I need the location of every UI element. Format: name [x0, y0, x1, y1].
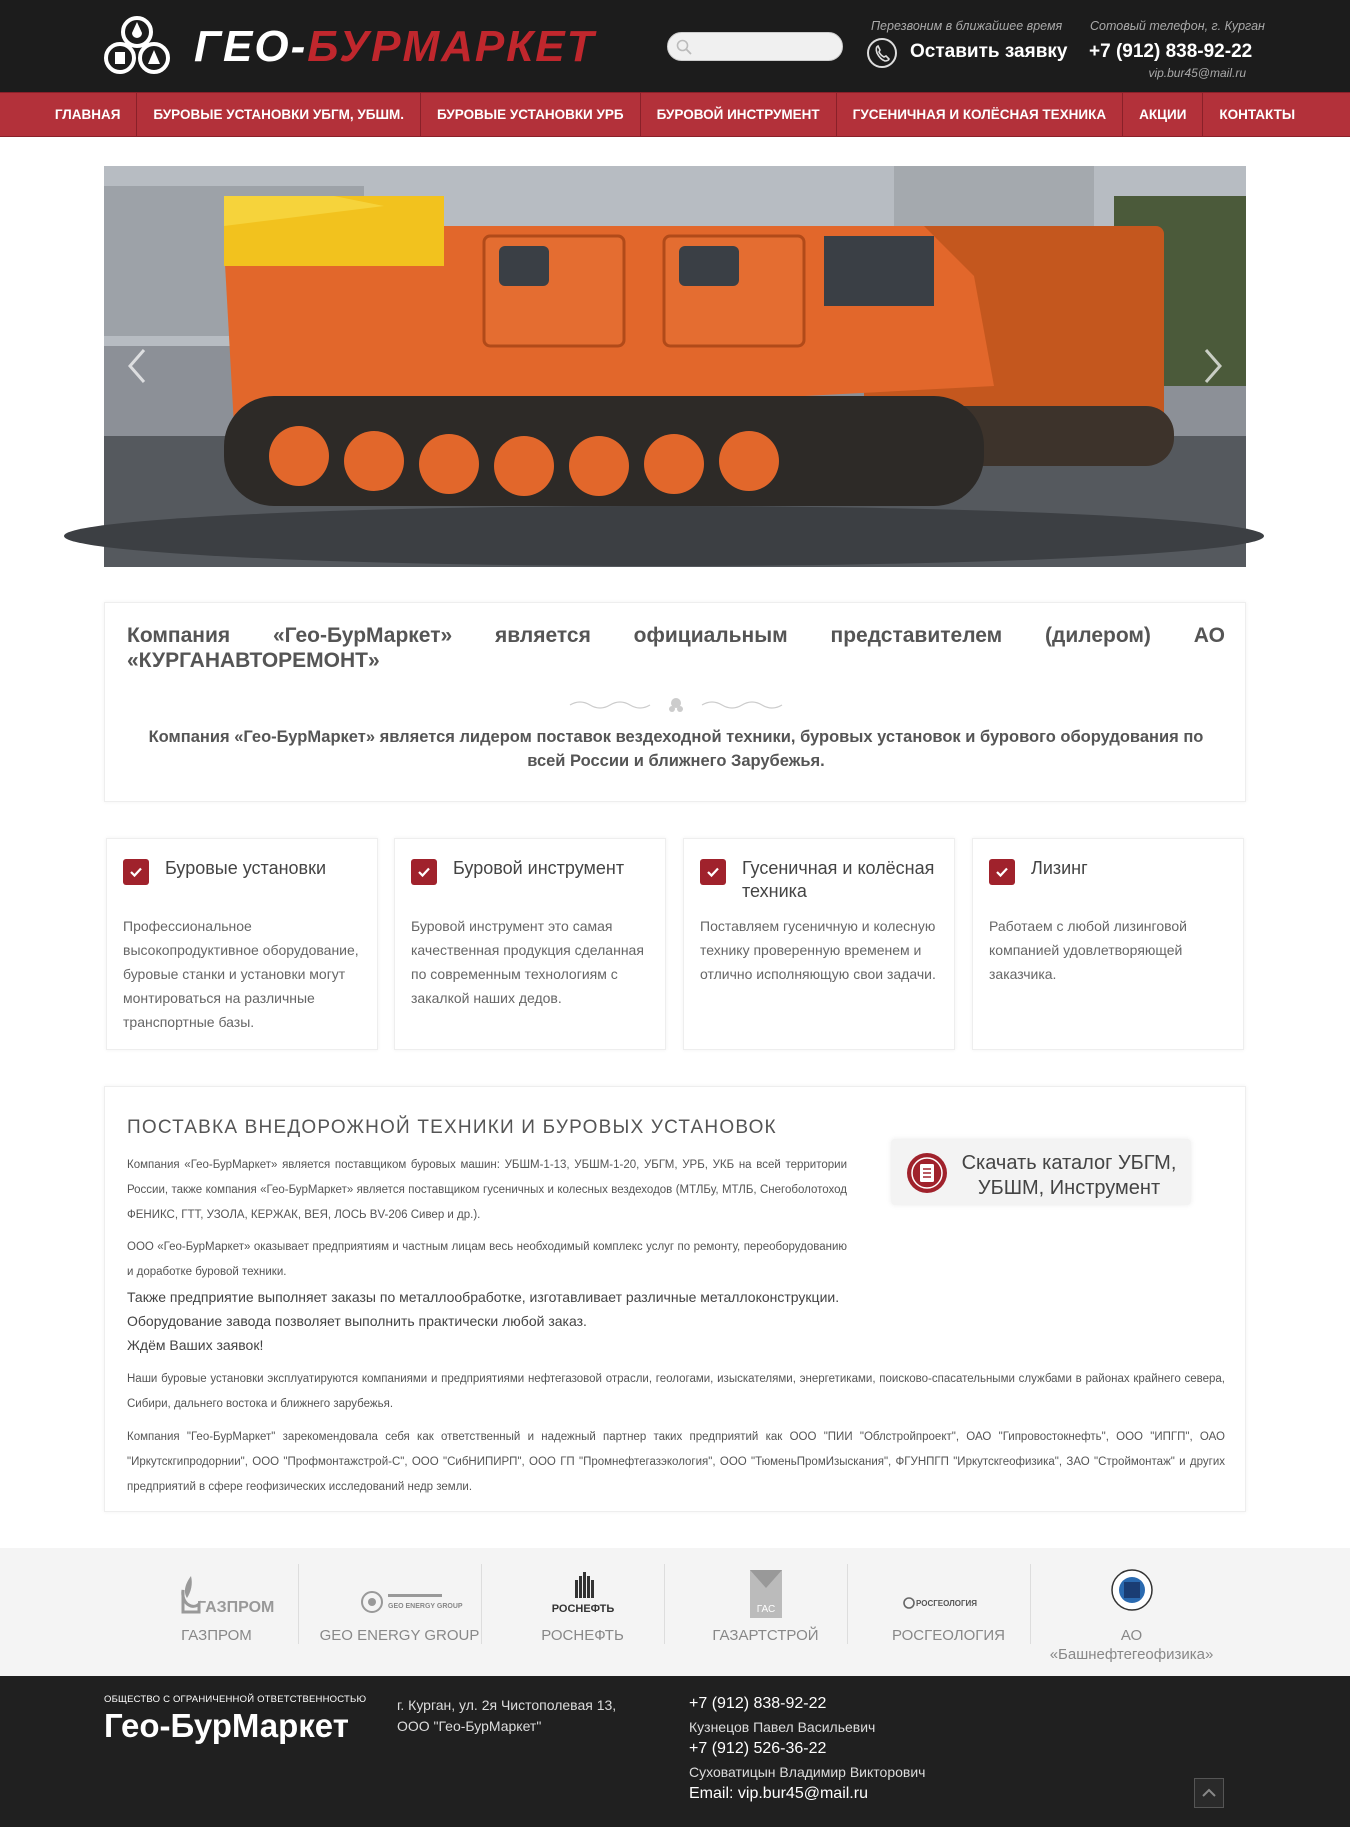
bashneftegeofizika-logo-icon: [1086, 1568, 1178, 1622]
partner-divider: [664, 1564, 665, 1644]
nav-item-ubgm[interactable]: БУРОВЫЕ УСТАНОВКИ УБГМ, УБШМ.: [137, 93, 421, 137]
partner-name: ГАЗПРОМ: [181, 1627, 252, 1644]
gazartstroy-logo-icon: [720, 1568, 812, 1622]
info-paragraph-1: Компания «Гео-БурМаркет» является поставщиком буровых машин: УБШМ-1-13, УБШМ-1-20, УБГМ, УРБ, УКБ на всей территории России, также компания «Гео-БурМаркет» является поставщиком гусеничных и колесных вездеходов (МТЛБу, МТЛБ, Снегоболотоход ФЕНИКС, ГТТ, УЗОЛА, КЕРЖАК, ВЕЯ, ЛОСЬ BV-206 Сивер и др.).: [127, 1159, 847, 1221]
info-paragraph-3-line-1: Также предприятие выполняет заказы по металлообработке, изготавливает различные металлоконструкции.: [127, 1289, 840, 1305]
feature-title: Буровой инструмент: [453, 858, 625, 878]
footer-phone-1[interactable]: +7 (912) 838-92-22: [689, 1695, 827, 1712]
header-email[interactable]: vip.bur45@mail.ru: [1148, 66, 1246, 80]
feature-card-leasing[interactable]: [972, 838, 1244, 1050]
logo-text-white: ГЕО-: [194, 22, 308, 71]
feature-text: Буровой инструмент это самая качественная продукция сделанная по современным технологиям с закалкой наших дедов.: [411, 918, 644, 1006]
feature-text: Профессиональное высокопродуктивное оборудование, буровые станки и установки могут монтироваться на различные транспортные базы.: [123, 918, 359, 1030]
geo-energy-logo-icon: [354, 1568, 463, 1622]
feature-title: Лизинг: [1031, 858, 1088, 878]
intro-box: [104, 602, 1246, 802]
partner-name: РОСГЕОЛОГИЯ: [891, 1627, 1006, 1644]
partner-divider: [298, 1564, 299, 1644]
partner-bashneftegeofizika[interactable]: [1040, 1564, 1223, 1663]
feature-text: Поставляем гусеничную и колесную технику проверенную временем и отлично исполняющую свои задачи.: [700, 918, 936, 982]
nav-item-tools[interactable]: БУРОВОЙ ИНСТРУМЕНТ: [641, 93, 837, 137]
info-paragraph-5: Компания "Гео-БурМаркет" зарекомендовала себя как ответственный и надежный партнер таких предприятий как ООО "ПИИ "Облстройпроект", ОАО "Гипровостокнефть", ООО "ИПГП", ОАО "Иркутскгипродорнии", ООО "Профмонтажстрой-С", ООО "СибНИПИРП", ООО ГП "Промнефтегазэкология", ООО "ТюменьПромИзыскания", ФГУНПГП "Иркутскгеофизика", ЗАО "Строймонтаж" и других предприятий в сфере геофизических исследований недр земли.: [127, 1431, 1225, 1493]
footer-email[interactable]: Email: vip.bur45@mail.ru: [689, 1785, 868, 1802]
partner-gazartstroy[interactable]: [674, 1564, 857, 1660]
info-paragraph-3-line-2: Оборудование завода позволяет выполнить практически любой заказ.: [127, 1313, 587, 1329]
intro-title: Компания «Гео-БурМаркет» является официальным представителем (дилером) АО «КУРГАНАВТОРЕМОНТ»: [127, 624, 1225, 672]
footer-contacts: [689, 1693, 925, 1806]
feature-card-drilling-rigs[interactable]: [106, 838, 378, 1050]
partner-name: РОСНЕФТЬ: [541, 1627, 624, 1644]
callback-button[interactable]: Оставить заявку: [910, 41, 1068, 62]
search-box: [667, 32, 843, 61]
svg-text:РОСНЕФТЬ: РОСНЕФТЬ: [551, 1603, 615, 1615]
check-icon: [411, 859, 437, 885]
hero-slider[interactable]: [104, 166, 1246, 567]
partner-name: АО «Башнефтегеофизика»: [1049, 1627, 1214, 1663]
feature-title: Буровые установки: [165, 858, 327, 878]
svg-text:ГАЗПРОМ: ГАЗПРОМ: [197, 1599, 275, 1616]
footer-org-type: ОБЩЕСТВО С ОГРАНИЧЕННОЙ ОТВЕТСТВЕННОСТЬЮ: [104, 1694, 367, 1705]
tracked-vehicle-image: [104, 166, 1246, 567]
feature-card-vehicles[interactable]: [683, 838, 955, 1050]
slider-prev-icon[interactable]: [126, 346, 150, 386]
feature-text: Работаем с любой лизинговой компанией удовлетворяющей заказчика.: [989, 918, 1188, 982]
partner-name: ГАЗАРТСТРОЙ: [712, 1627, 819, 1644]
site-footer: [0, 1676, 1350, 1827]
footer-address: [397, 1695, 616, 1737]
info-paragraph-2: ООО «Гео-БурМаркет» оказывает предприятиям и частным лицам весь необходимый комплекс услуг по ремонту, переоборудованию и доработке буровой техники.: [127, 1241, 847, 1278]
feature-title: Гусеничная и колёсная техника: [742, 858, 935, 901]
partner-name: GEO ENERGY GROUP: [319, 1627, 480, 1644]
scroll-to-top-button[interactable]: [1194, 1778, 1224, 1808]
search-input[interactable]: [696, 37, 836, 57]
nav-item-urb[interactable]: БУРОВЫЕ УСТАНОВКИ УРБ: [421, 93, 641, 137]
download-catalog-button[interactable]: [891, 1139, 1191, 1205]
partner-divider: [847, 1564, 848, 1644]
svg-text:РОСГЕОЛОГИЯ: РОСГЕОЛОГИЯ: [916, 1599, 977, 1608]
cell-phone[interactable]: +7 (912) 838-92-22: [1089, 41, 1253, 62]
partner-divider: [481, 1564, 482, 1644]
footer-phone-2[interactable]: +7 (912) 526-36-22: [689, 1740, 827, 1757]
check-icon: [123, 859, 149, 885]
rosneft-logo-icon: [537, 1568, 629, 1622]
nav-item-vehicles[interactable]: ГУСЕНИЧНАЯ И КОЛЁСНАЯ ТЕХНИКА: [837, 93, 1123, 137]
chevron-up-icon: [1195, 1779, 1223, 1807]
footer-person-1: Кузнецов Павел Васильевич: [689, 1718, 876, 1735]
partner-divider: [1030, 1564, 1031, 1644]
main-nav: [0, 92, 1350, 137]
rosgeologia-logo-icon: [903, 1568, 995, 1622]
footer-address-line-1: г. Курган, ул. 2я Чистополевая 13,: [397, 1697, 617, 1713]
divider-ornament-icon: [568, 693, 784, 717]
logo-text-red: БУРМАРКЕТ: [307, 22, 596, 71]
nav-item-home[interactable]: ГЛАВНАЯ: [39, 93, 138, 137]
info-paragraph-3-line-3: Ждём Ваших заявок!: [127, 1337, 264, 1353]
svg-text:GEO ENERGY GROUP: GEO ENERGY GROUP: [388, 1603, 463, 1610]
check-icon: [700, 859, 726, 885]
footer-address-line-2: ООО "Гео-БурМаркет": [397, 1718, 542, 1734]
info-paragraph-4: Наши буровые установки эксплуатируются компаниями и предприятиями нефтегазовой отрасли, геологами, изыскателями, энергетиками, поисково-спасательными службами в районах крайнего севера, Сибири, дальнего востока и ближнего зарубежья.: [127, 1373, 1225, 1410]
check-icon: [989, 859, 1015, 885]
partner-gazprom[interactable]: [125, 1564, 308, 1660]
document-icon: [907, 1153, 947, 1193]
logo-icon[interactable]: [104, 14, 170, 76]
intro-subtitle: Компания «Гео-БурМаркет» является лидером поставок вездеходной техники, буровых установок и бурового оборудования по всей России и ближнего Зарубежья.: [148, 728, 1204, 770]
info-title: ПОСТАВКА ВНЕДОРОЖНОЙ ТЕХНИКИ И БУРОВЫХ УСТАНОВОК: [127, 1117, 777, 1138]
footer-brand: Гео-БурМаркет: [104, 1707, 349, 1744]
info-section: [104, 1086, 1246, 1512]
cell-note: Сотовый телефон, г. Курган: [1090, 19, 1265, 33]
callback-note: Перезвоним в ближайшее время: [871, 19, 1063, 33]
nav-item-contacts[interactable]: КОНТАКТЫ: [1219, 107, 1296, 122]
partner-rosneft[interactable]: [491, 1564, 674, 1660]
partner-rosgeologia[interactable]: [857, 1564, 1040, 1660]
site-header: [0, 0, 1350, 92]
download-catalog-label: Скачать каталог УБГМ, УБШМ, Инструмент: [961, 1152, 1177, 1199]
footer-person-2: Суховатицын Владимир Викторович: [689, 1763, 926, 1780]
feature-card-drilling-tools[interactable]: [394, 838, 666, 1050]
slider-next-icon[interactable]: [1200, 346, 1224, 386]
gazprom-logo-icon: [171, 1568, 275, 1622]
partners-strip: [0, 1548, 1350, 1676]
svg-text:ГАС: ГАС: [756, 1604, 776, 1615]
search-icon[interactable]: [676, 39, 692, 55]
partner-geo-energy[interactable]: [308, 1564, 491, 1660]
nav-item-promo[interactable]: АКЦИИ: [1123, 93, 1203, 137]
phone-icon: [867, 38, 897, 68]
logo-text[interactable]: [194, 22, 596, 72]
